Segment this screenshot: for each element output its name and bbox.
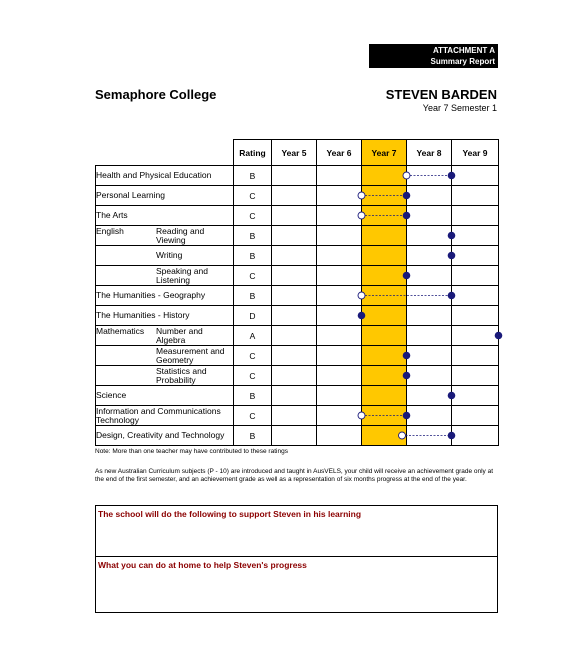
year-cell — [452, 266, 499, 286]
home-support-heading: What you can do at home to help Steven's progress — [98, 560, 307, 570]
year-cell — [407, 426, 452, 446]
year-cell — [407, 206, 452, 226]
subject-cell — [96, 406, 234, 426]
year-cell — [272, 246, 317, 266]
subject-cell — [96, 346, 234, 366]
year-cell — [317, 306, 362, 326]
curriculum-note: As new Australian Curriculum subjects (P - 10) are introduced and taught in AusVELS, your child will receive an achievement grade only at the end of the first semester, and an achievement grade as well as a representation of six months progress at the end of the year. — [95, 468, 494, 483]
subject-label: English — [96, 225, 124, 236]
rating-cell: B — [234, 226, 272, 246]
header-year-5: Year 5 — [272, 140, 317, 166]
year-cell — [362, 326, 407, 346]
year-cell — [362, 366, 407, 386]
subject-label: The Arts — [96, 210, 128, 220]
year-cell — [317, 346, 362, 366]
table-row — [96, 266, 499, 286]
year-cell — [407, 406, 452, 426]
year-cell — [452, 226, 499, 246]
year-cell — [407, 166, 452, 186]
college-name: Semaphore College — [95, 87, 217, 102]
subject-label: The Humanities - History — [96, 310, 190, 320]
rating-cell: B — [234, 286, 272, 306]
progress-table — [95, 139, 499, 446]
year-cell — [452, 306, 499, 326]
year-cell — [407, 186, 452, 206]
year-cell — [362, 286, 407, 306]
year-cell — [317, 406, 362, 426]
rating-cell: B — [234, 386, 272, 406]
year-cell — [407, 306, 452, 326]
table-row — [96, 366, 499, 386]
rating-cell: C — [234, 186, 272, 206]
year-cell — [317, 266, 362, 286]
year-cell — [272, 426, 317, 446]
header-year-7: Year 7 — [362, 140, 407, 166]
school-support-box[interactable] — [95, 505, 498, 557]
rating-cell: B — [234, 166, 272, 186]
year-cell — [452, 386, 499, 406]
year-cell — [362, 246, 407, 266]
table-row — [96, 226, 499, 246]
year-cell — [272, 346, 317, 366]
subject-cell — [96, 266, 234, 286]
semester-label: Year 7 Semester 1 — [422, 103, 497, 113]
year-cell — [317, 326, 362, 346]
year-cell — [452, 346, 499, 366]
subject-label: Health and Physical Education — [96, 170, 212, 180]
subject-cell — [96, 206, 234, 226]
rating-cell: C — [234, 346, 272, 366]
rating-cell: D — [234, 306, 272, 326]
year-cell — [272, 366, 317, 386]
subject-cell — [96, 326, 234, 346]
header-year-6: Year 6 — [317, 140, 362, 166]
table-row — [96, 326, 499, 346]
year-cell — [452, 206, 499, 226]
rating-cell: C — [234, 406, 272, 426]
subject-label — [96, 367, 156, 385]
year-cell — [452, 166, 499, 186]
subject-label — [96, 251, 156, 260]
school-support-heading: The school will do the following to support Steven in his learning — [98, 509, 362, 519]
report-type: Summary Report — [430, 57, 495, 66]
year-cell — [272, 326, 317, 346]
table-row — [96, 286, 499, 306]
year-cell — [317, 226, 362, 246]
subject-cell — [96, 426, 234, 446]
year-cell — [407, 286, 452, 306]
year-cell — [407, 366, 452, 386]
rating-cell: B — [234, 426, 272, 446]
subject-strand-label: Speaking and Listening — [156, 265, 208, 285]
subject-label — [96, 347, 156, 365]
subject-label: Mathematics — [96, 325, 145, 336]
subject-cell — [96, 306, 234, 326]
attachment-title: ATTACHMENT A — [432, 46, 495, 55]
year-cell — [362, 346, 407, 366]
year-cell — [362, 406, 407, 426]
year-cell — [407, 226, 452, 246]
year-cell — [317, 286, 362, 306]
year-cell — [272, 186, 317, 206]
subject-strand-label: Number and Algebra — [156, 325, 203, 345]
year-cell — [272, 206, 317, 226]
subject-cell — [96, 386, 234, 406]
subject-cell — [96, 186, 234, 206]
ratings-note: Note: More than one teacher may have contributed to these ratings — [95, 448, 288, 455]
subject-cell — [96, 226, 234, 246]
year-cell — [362, 186, 407, 206]
subject-cell — [96, 366, 234, 386]
table-row — [96, 246, 499, 266]
year-cell — [272, 266, 317, 286]
year-cell — [452, 406, 499, 426]
year-cell — [452, 246, 499, 266]
student-name: STEVEN BARDEN — [385, 87, 497, 102]
subject-label — [96, 267, 156, 285]
table-row — [96, 306, 499, 326]
year-cell — [407, 346, 452, 366]
year-cell — [407, 246, 452, 266]
year-cell — [317, 246, 362, 266]
subject-cell — [96, 246, 234, 266]
subject-cell — [96, 286, 234, 306]
year-cell — [317, 386, 362, 406]
year-cell — [272, 406, 317, 426]
year-cell — [362, 206, 407, 226]
subject-label: Science — [96, 390, 127, 400]
header-blank — [96, 140, 234, 166]
year-cell — [452, 366, 499, 386]
year-cell — [362, 266, 407, 286]
subject-label: Personal Learning — [96, 190, 165, 200]
year-cell — [452, 326, 499, 346]
subject-strand-label: Writing — [156, 250, 183, 260]
year-cell — [407, 326, 452, 346]
attachment-label — [369, 44, 498, 68]
year-cell — [452, 286, 499, 306]
header-year-8: Year 8 — [407, 140, 452, 166]
year-cell — [362, 426, 407, 446]
year-cell — [317, 206, 362, 226]
header-year-9: Year 9 — [452, 140, 499, 166]
year-cell — [362, 226, 407, 246]
table-row — [96, 186, 499, 206]
subject-label: The Humanities - Geography — [96, 290, 206, 300]
subject-label: Design, Creativity and Technology — [96, 430, 225, 440]
rating-cell: B — [234, 246, 272, 266]
year-cell — [317, 366, 362, 386]
rating-cell: A — [234, 326, 272, 346]
year-cell — [452, 186, 499, 206]
year-cell — [272, 306, 317, 326]
year-cell — [272, 226, 317, 246]
subject-strand-label: Measurement and Geometry — [156, 345, 225, 365]
subject-label: Information and Communications Technology — [96, 405, 221, 425]
table-row — [96, 386, 499, 406]
year-cell — [362, 386, 407, 406]
rating-cell: C — [234, 366, 272, 386]
table-row — [96, 426, 499, 446]
year-cell — [317, 166, 362, 186]
subject-strand-label: Reading and Viewing — [156, 225, 205, 245]
home-support-box[interactable] — [95, 556, 498, 613]
year-cell — [362, 166, 407, 186]
year-cell — [317, 186, 362, 206]
table-row — [96, 346, 499, 366]
year-cell — [407, 266, 452, 286]
rating-cell: C — [234, 206, 272, 226]
table-row — [96, 166, 499, 186]
table-row — [96, 406, 499, 426]
year-cell — [272, 386, 317, 406]
subject-cell — [96, 166, 234, 186]
rating-cell: C — [234, 266, 272, 286]
table-row — [96, 206, 499, 226]
subject-strand-label: Statistics and Probability — [156, 365, 207, 385]
year-cell — [272, 286, 317, 306]
header-rating: Rating — [234, 140, 272, 166]
year-cell — [272, 166, 317, 186]
year-cell — [407, 386, 452, 406]
year-cell — [317, 426, 362, 446]
year-cell — [362, 306, 407, 326]
table-header-row — [96, 140, 499, 166]
year-cell — [452, 426, 499, 446]
